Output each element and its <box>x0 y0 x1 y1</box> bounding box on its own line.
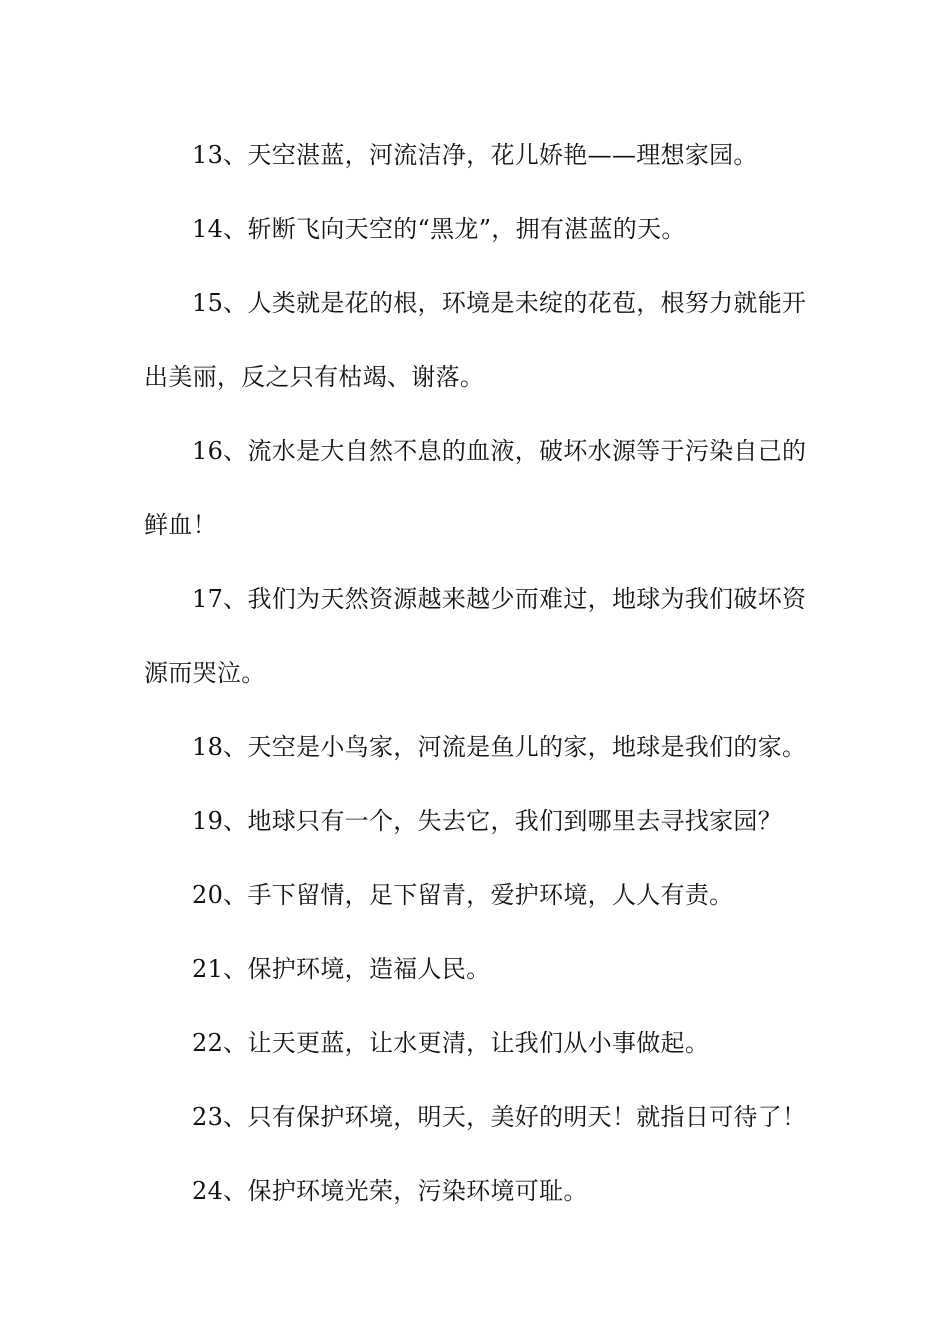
paragraph-17: 17、我们为天然资源越来越少而难过，地球为我们破坏资源而哭泣。 <box>144 585 807 687</box>
paragraph-24: 24、保护环境光荣，污染环境可耻。 <box>192 1177 588 1205</box>
paragraph-18: 18、天空是小鸟家，河流是鱼儿的家，地球是我们的家。 <box>192 733 807 761</box>
paragraph-23: 23、只有保护环境，明天，美好的明天！就指日可待了！ <box>192 1103 807 1131</box>
paragraph-19: 19、地球只有一个，失去它，我们到哪里去寻找家园？ <box>192 807 783 835</box>
paragraph-16: 16、流水是大自然不息的血液，破坏水源等于污染自己的鲜血！ <box>144 437 807 539</box>
paragraph-22: 22、让天更蓝，让水更清，让我们从小事做起。 <box>192 1029 710 1057</box>
paragraph-14: 14、斩断飞向天空的“黑龙”，拥有湛蓝的天。 <box>192 215 686 243</box>
paragraph-20: 20、手下留情，足下留青，爱护环境，人人有责。 <box>192 881 734 909</box>
document-body <box>144 118 809 1228</box>
paragraph-13: 13、天空湛蓝，河流洁净，花儿娇艳——理想家园。 <box>192 141 758 169</box>
paragraph-21: 21、保护环境，造福人民。 <box>192 955 491 983</box>
paragraph-15: 15、人类就是花的根，环境是未绽的花苞，根努力就能开出美丽，反之只有枯竭、谢落。 <box>144 289 807 391</box>
